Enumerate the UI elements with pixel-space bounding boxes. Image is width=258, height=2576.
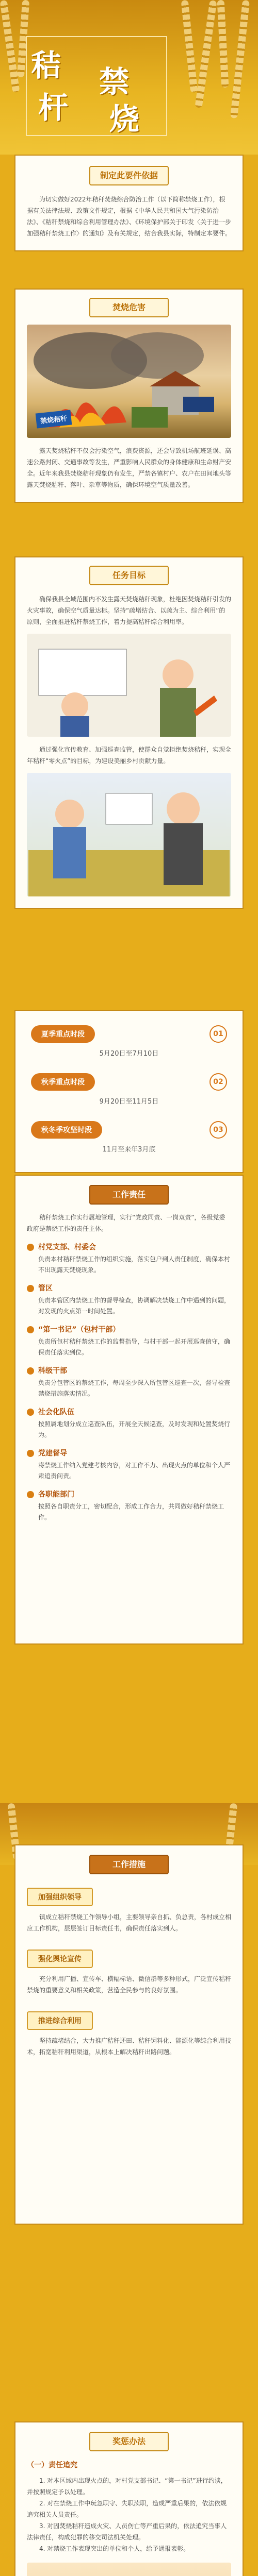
periods-section (0, 1010, 258, 1173)
duty-text-4: 负责分包管区的禁烧工作，每周至少深入所包管区巡查一次，督导检查禁烧措施落实情况。 (38, 1379, 231, 1397)
measure-text-2: 充分利用广播、宣传车、横幅标语、微信群等多种形式，广泛宣传秸秆禁烧的重要意义和相关政策，营造全民参与的良好氛围。 (27, 1975, 232, 1994)
period-row-3 (31, 1121, 227, 1139)
duty-title-1: 村党支部、村委会 (38, 1243, 96, 1251)
period-num-3: 03 (209, 1121, 227, 1139)
duty-item-3 (27, 1324, 231, 1358)
period-dates-1: 5月20日至7月10日 (99, 1050, 159, 1058)
header-banner (0, 0, 258, 155)
accountability-item-2: 2. 对在禁烧工作中玩忽职守、失职渎职，造成严重后果的，依法依规追究相关人员责任。 (27, 2500, 227, 2518)
harm-text: 露天焚烧秸秆不仅会污染空气，浪费资源，还会导致机场航班延误、高速公路封闭、交通事故等发生，严重影响人民群众的身体健康和生命财产安全。近年来我县焚烧秸秆现象仍有发生，严禁各镇村户、农户在田间地头等露天焚烧秸秆、落叶、杂草等物质，确保环境空气质量改善。 (27, 447, 232, 488)
duty-item-1 (27, 1242, 231, 1276)
basis-text: 为切实做好2022年秸秆焚烧综合防治工作（以下简称禁烧工作），根据有关法律法规、政策文件规定，根据《中华人民共和国大气污染防治法》、《秸秆禁烧和综合利用管理办法》、《环境保护部关于印发〈关于进一步加强秸秆禁烧工作〉的通知》及有关规定，结合我县实际，特制定本要件。 (27, 196, 232, 237)
duty-title-5: 社会化队伍 (38, 1408, 74, 1416)
duties-section (0, 1175, 258, 1645)
title-frame (26, 36, 167, 136)
duty-text-5: 按照属地划分成立巡查队伍，开展全天候巡查，及时发现和处置焚烧行为。 (38, 1420, 231, 1438)
task-illustration-1 (27, 634, 231, 737)
period-num-1: 01 (209, 1025, 227, 1043)
task-box (14, 556, 244, 909)
duty-item-7 (27, 1489, 231, 1523)
periods-box (14, 1010, 244, 1173)
duty-item-4 (27, 1365, 231, 1399)
title-char-2: 杆 (38, 90, 69, 125)
duty-title-7: 各职能部门 (38, 1490, 74, 1499)
task-section (0, 556, 258, 909)
measures-box (14, 1844, 244, 2225)
measure-title-3: 推进综合利用 (27, 2011, 93, 2030)
bullet-icon (27, 1326, 34, 1333)
accountability-illustration (27, 2563, 231, 2576)
accountability-item-3: 3. 对因焚烧秸秆造成火灾、人员伤亡等严重后果的，依法追究当事人法律责任，构成犯罪的移交司法机关处理。 (27, 2522, 227, 2541)
duty-item-2 (27, 1283, 231, 1317)
duty-item-6 (27, 1448, 231, 1482)
duties-tag: 工作责任 (89, 1185, 169, 1205)
duties-intro: 秸秆禁烧工作实行属地管理，实行“党政同责、一岗双责”，各级党委政府是禁烧工作的责任主体。 (27, 1214, 225, 1232)
period-label-1: 夏季重点时段 (31, 1025, 95, 1043)
period-row-2 (31, 1073, 227, 1091)
measure-title-2: 强化舆论宣传 (27, 1950, 93, 1968)
period-num-2: 02 (209, 1073, 227, 1091)
bullet-icon (27, 1491, 34, 1498)
task-tag: 任务目标 (89, 566, 169, 585)
bullet-icon (27, 1285, 34, 1292)
basis-section (0, 155, 258, 251)
farmer-field-scene (27, 773, 231, 896)
duty-text-1: 负责本村秸秆禁烧工作的组织实施，落实包户到人责任制度，确保本村不出现露天焚烧现象。 (38, 1256, 231, 1274)
task-illustration-2 (27, 773, 231, 896)
duty-title-4: 科级干部 (38, 1367, 67, 1375)
title-char-4: 烧 (109, 101, 140, 137)
accountability-tag: 奖惩办法 (89, 2432, 169, 2451)
period-dates-2: 9月20日至11月5日 (99, 1098, 159, 1106)
duty-text-2: 负责本管区内禁烧工作的督导检查，协调解决禁烧工作中遇到的问题，对发现的火点第一时间处置。 (38, 1297, 231, 1315)
bullet-icon (27, 1244, 34, 1251)
accountability-item-4: 4. 对禁烧工作表现突出的单位和个人，给予通报表彰。 (39, 2545, 190, 2552)
measure-item-1 (27, 1884, 231, 1934)
task-text: 确保我县全域范围内不发生露天焚烧秸秆现象，杜绝因焚烧秸秆引发的火灾事故，确保空气质量达标。坚持“疏堵结合、以疏为主、综合利用”的原则，全面推进秸秆禁烧工作，着力提高秸秆综合利用率。 (27, 596, 232, 625)
harm-tag: 焚烧危害 (89, 298, 169, 317)
harm-sign: 禁烧秸秆 (36, 410, 72, 429)
accountability-item-1: 1. 对本区域内出现火点的，对村党支部书记、“第一书记”进行约谈，并按照规定予以处理。 (27, 2477, 227, 2496)
duty-title-2: 管区 (38, 1284, 53, 1293)
accountability-sub: （一）责任追究 (27, 2461, 77, 2469)
harm-section (0, 289, 258, 503)
measure-item-2 (27, 1945, 231, 1996)
measure-text-3: 坚持疏堵结合，大力推广秸秆还田、秸秆饲料化、能源化等综合利用技术，拓宽秸秆利用渠道，从根本上解决秸秆出路问题。 (27, 2037, 232, 2056)
duty-text-7: 按照各自职责分工，密切配合，形成工作合力，共同做好秸秆禁烧工作。 (38, 1503, 224, 1521)
bullet-icon (27, 1450, 34, 1457)
basis-box (14, 155, 244, 251)
enforcement-scene (27, 2563, 231, 2576)
title-char-3: 禁 (99, 64, 130, 99)
measure-text-1: 镇成立秸秆禁烧工作领导小组，主要领导亲自抓、负总责，各村成立相应工作机构，层层签订目标责任书，确保责任落实到人。 (27, 1913, 232, 1932)
duty-title-3: “第一书记”（包村干部） (38, 1326, 120, 1334)
period-label-3: 秋冬季攻坚时段 (31, 1121, 102, 1139)
duty-item-5 (27, 1406, 231, 1440)
burning-field-illustration (27, 325, 231, 438)
measure-title-1: 加强组织领导 (27, 1888, 93, 1906)
period-dates-3: 11月至来年3月底 (102, 1146, 156, 1154)
duty-title-6: 党建督导 (38, 1449, 67, 1458)
period-row-1 (31, 1025, 227, 1043)
bullet-icon (27, 1367, 34, 1375)
measures-tag: 工作措施 (89, 1855, 169, 1874)
period-label-2: 秋季重点时段 (31, 1073, 95, 1091)
accountability-box (14, 2421, 244, 2576)
officials-scene (27, 634, 231, 737)
measures-section (0, 1803, 258, 2225)
bullet-icon (27, 1409, 34, 1416)
measure-item-3 (27, 2007, 231, 2058)
basis-tag: 制定此要件依据 (89, 166, 169, 185)
title-char-1: 秸 (31, 48, 61, 83)
task-text-2: 通过强化宣传教育、加强巡查监管，使群众自觉拒绝焚烧秸秆，实现全年秸秆“零火点”的目标，为建设美丽乡村贡献力量。 (27, 746, 232, 765)
duties-box (14, 1175, 244, 1645)
harm-box (14, 289, 244, 503)
accountability-section (0, 2421, 258, 2576)
duty-text-6: 将禁烧工作纳入党建考核内容，对工作不力、出现火点的单位和个人严肃追责问责。 (38, 1462, 231, 1480)
duty-text-3: 负责所包村秸秆禁烧工作的监督指导，与村干部一起开展巡查值守，确保责任落实到位。 (38, 1338, 231, 1356)
